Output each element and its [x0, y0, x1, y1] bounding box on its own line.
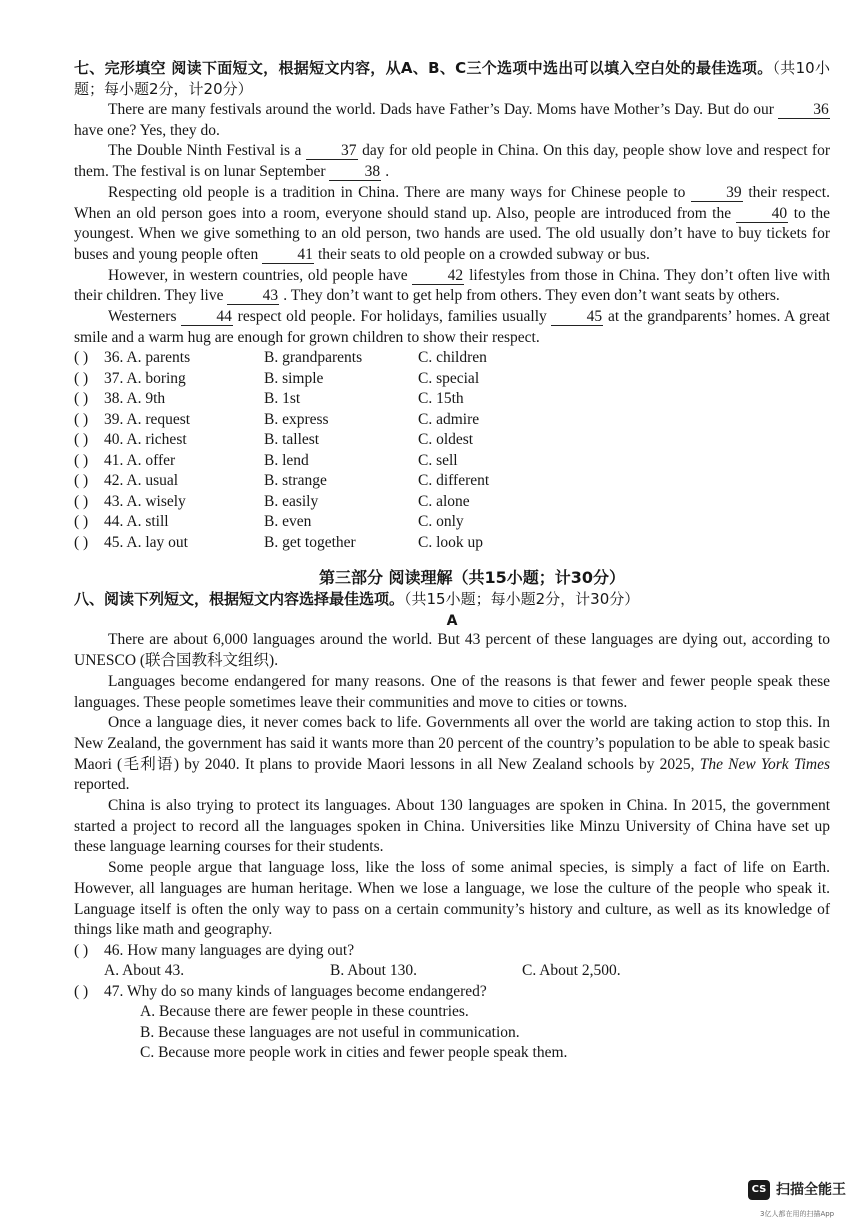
cloze-paragraph-2: The Double Ninth Festival is a 37 day for old people in China. On this day, people show love and respect for them. The festival is on lunar September 38 . [74, 142, 831, 181]
cloze-score-note: （共10小题；每小题2分，计20分） [74, 59, 830, 98]
blank-37: 37 [306, 142, 358, 160]
option-row-40: ( ) 40. A. richest B. tallest C. oldest [74, 430, 830, 451]
exam-page [74, 58, 830, 1064]
reading-section-title: 八、阅读下列短文，根据短文内容选择最佳选项。（共15小题；每小题2分，计30分） [74, 590, 640, 609]
scanner-logo-icon: CS [748, 1180, 770, 1200]
option-row-36: ( ) 36. A. parents B. grandparents C. children [74, 348, 830, 369]
answer-paren[interactable]: ( ) [74, 431, 89, 449]
blank-43: 43 [227, 287, 279, 305]
reading-paragraph-1: There are about 6,000 languages around the world. But 43 percent of these languages are dying out, according to UNESCO (联合国教科文组织). [74, 631, 830, 670]
blank-38: 38 [329, 163, 381, 181]
question-47-option-c: C. Because more people work in cities and fewer people speak them. [140, 1044, 568, 1062]
option-row-42: ( ) 42. A. usual B. strange C. different [74, 471, 830, 492]
reading-score-note: （共15小题；每小题2分，计30分） [404, 590, 640, 609]
blank-42: 42 [412, 267, 464, 285]
scanner-tagline: 3亿人都在用的扫描App [760, 1210, 835, 1218]
scanner-app-name: 扫描全能王 [776, 1182, 846, 1198]
answer-paren[interactable]: ( ) [74, 369, 89, 387]
cloze-section-title [74, 58, 830, 100]
blank-40: 40 [736, 205, 788, 223]
option-row-45: ( ) 45. A. lay out B. get together C. look up [74, 533, 830, 554]
answer-paren[interactable]: ( ) [74, 513, 89, 531]
cloze-paragraph-5: Westerners 44 respect old people. For holidays, families usually 45 at the grandparents’ homes. A great smile and a warm hug are enough for grown children to show their respect. [74, 308, 830, 346]
option-row-43: ( ) 43. A. wisely B. easily C. alone [74, 492, 830, 513]
question-47: ( ) 47. Why do so many kinds of languages become endangered? [74, 982, 830, 1003]
cloze-options-list [74, 348, 830, 553]
blank-41: 41 [262, 246, 314, 264]
question-47-option-b: B. Because these languages are not useful in communication. [140, 1023, 520, 1041]
cloze-title-text: 七、完形填空 阅读下面短文，根据短文内容，从A、B、C三个选项中选出可以填入空白处的最佳选项。 [74, 59, 773, 77]
newspaper-name: The New York Times [699, 755, 831, 773]
cloze-paragraph-4: However, in western countries, old people have 42 lifestyles from those in China. They don’t often live with their children. They live 43 . They don’t want to get help from others. They even don’t want seats by others. [74, 266, 830, 305]
answer-paren[interactable]: ( ) [74, 390, 89, 408]
answer-paren[interactable]: ( ) [74, 533, 89, 551]
cloze-paragraph-1: There are many festivals around the world. Dads have Father’s Day. Moms have Mother’s Day. But do our 36 have one? Yes, they do. [74, 101, 829, 139]
blank-45: 45 [551, 308, 603, 326]
part-three-title: 第三部分 阅读理解（共15小题；计30分） [318, 568, 626, 588]
passage-letter: A [446, 613, 458, 630]
answer-paren[interactable]: ( ) [74, 349, 89, 367]
option-row-41: ( ) 41. A. offer B. lend C. sell [74, 451, 830, 472]
question-46: ( ) 46. How many languages are dying out? [74, 941, 830, 962]
answer-paren[interactable]: ( ) [74, 982, 89, 1000]
reading-paragraph-2: Languages become endangered for many reasons. One of the reasons is that fewer and fewer people speak these languages. These people sometimes leave their communities and move to cities or towns. [74, 672, 830, 711]
answer-paren[interactable]: ( ) [74, 451, 89, 469]
reading-paragraph-5: Some people argue that language loss, like the loss of some animal species, is simply a fact of life on Earth. However, all languages are human heritage. When we lose a language, we lose the culture of the people who speak it. Language itself is often the only way to pass on a certain community’s history and culture, as well as its knowledge of things like math and geography. [74, 859, 830, 939]
answer-paren[interactable]: ( ) [74, 410, 89, 428]
option-row-39: ( ) 39. A. request B. express C. admire [74, 410, 830, 431]
blank-39: 39 [691, 184, 743, 202]
reading-paragraph-3: Once a language dies, it never comes back to life. Governments all over the world are taking action to stop this. In New Zealand, the government has said it wants more than 20 percent of the country’s population to be able to speak basic Maori (毛利语) by 2040. It plans to provide Maori lessons in all New Zealand schools by 2025, The New York Times reported. [74, 714, 831, 794]
reading-paragraph-4: China is also trying to protect its languages. About 130 languages are spoken in China. In 2015, the government started a project to record all the languages spoken in China. Universities like Minzu University of China have set up these language learning courses for their students. [74, 797, 830, 856]
option-row-38: ( ) 38. A. 9th B. 1st C. 15th [74, 389, 830, 410]
scanner-watermark [748, 1180, 846, 1201]
answer-paren[interactable]: ( ) [74, 492, 89, 510]
question-46-options: A. About 43. B. About 130. C. About 2,500. [104, 962, 621, 980]
option-row-44: ( ) 44. A. still B. even C. only [74, 512, 830, 533]
answer-paren[interactable]: ( ) [74, 472, 89, 490]
blank-36: 36 [778, 101, 830, 119]
option-row-37: ( ) 37. A. boring B. simple C. special [74, 369, 830, 390]
question-47-option-a: A. Because there are fewer people in these countries. [140, 1003, 469, 1021]
cloze-paragraph-3: Respecting old people is a tradition in China. There are many ways for Chinese people to 39 their respect. When an old person goes into a room, everyone should stand up. Also, people are introduced from the 40 to the youngest. When we give something to an old person, two hands are used. The old usually don’t have to buy tickets for buses and young people often 41 their seats to old people on a crowded subway or bus. [74, 183, 830, 263]
answer-paren[interactable]: ( ) [74, 941, 89, 959]
blank-44: 44 [181, 308, 233, 326]
